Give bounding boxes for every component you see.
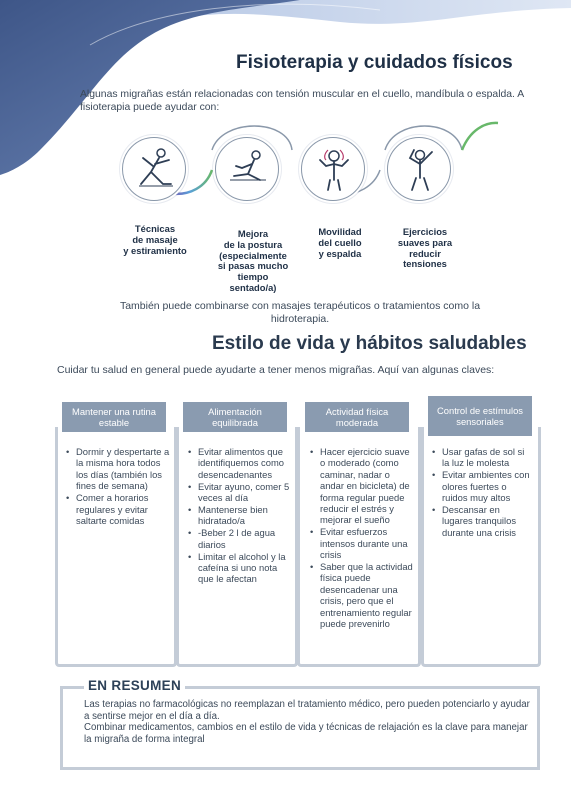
column-header-activity: Actividad física moderada xyxy=(305,402,409,432)
stretch-person-icon xyxy=(133,146,177,194)
list-item: • Mantenerse bien hidratado/a xyxy=(188,504,294,527)
combine-text: También puede combinarse con masajes terapéuticos o tratamientos como la hidroterapia. xyxy=(119,300,481,325)
list-item: • Hacer ejercicio suave o moderado (como caminar, nadar o andar en bicicleta) de forma regular puede reducir el estrés y mejorar el sueño xyxy=(310,446,416,526)
page-title: Fisioterapia y cuidados físicos xyxy=(236,52,513,73)
physio-circle-posture xyxy=(215,137,279,201)
summary-title: EN RESUMEN xyxy=(84,678,185,693)
physio-label-exercise: Ejercicios suaves para reducir tensiones xyxy=(397,226,453,270)
list-item: • Descansar en lugares tranquilos durante una crisis xyxy=(432,504,532,538)
list-item: • Saber que la actividad física puede desencadenar una crisis, pero que el entrenamiento regular puede prevenirlo xyxy=(310,561,416,629)
summary-text xyxy=(84,699,534,745)
intro-text: Algunas migrañas están relacionadas con tensión muscular en el cuello, mandíbula o espalda. A fisioterapia puede ayudar con: xyxy=(80,89,524,113)
list-item: • -Beber 2 l de agua diarios xyxy=(188,527,294,550)
list-item: • Evitar ambientes con olores fuertes o ruidos muy altos xyxy=(432,469,532,503)
physio-label-posture: Mejora de la postura (especialmente si pasas mucho tiempo sentado/a) xyxy=(217,228,289,293)
physio-circle-neck xyxy=(301,137,365,201)
list-item: • Limitar el alcohol y la cafeína si uno nota que le afectan xyxy=(188,551,294,585)
neck-mobility-icon xyxy=(312,146,356,194)
column-header-sensory: Control de estímulos sensoriales xyxy=(428,396,532,436)
physio-label-neck: Movilidad del cuello y espalda xyxy=(318,226,362,259)
lifestyle-lead: Cuidar tu salud en general puede ayudarte a tener menos migrañas. Aquí van algunas claves: xyxy=(57,364,495,376)
physio-icons-row xyxy=(0,125,571,225)
list-item: • Comer a horarios regulares y evitar saltarte comidas xyxy=(66,492,172,526)
column-header-nutrition: Alimentación equilibrada xyxy=(183,402,287,432)
section-title-lifestyle: Estilo de vida y hábitos saludables xyxy=(212,333,527,354)
seated-person-icon xyxy=(226,146,270,194)
summary-line: Las terapias no farmacológicas no reemplazan el tratamiento médico, pero pueden potenciarlo y ayudar a sentirse mejor en el día a día. xyxy=(84,699,530,722)
summary-line: Combinar medicamentos, cambios en el estilo de vida y técnicas de relajación es la clave para manejar la migraña de forma integral xyxy=(84,722,528,745)
physio-circle-exercise xyxy=(387,137,451,201)
column-list-routine xyxy=(66,446,172,527)
list-item: • Evitar ayuno, comer 5 veces al día xyxy=(188,481,294,504)
column-header-routine: Mantener una rutina estable xyxy=(62,402,166,432)
arm-stretch-icon xyxy=(398,146,442,194)
list-item: • Evitar alimentos que identifiquemos como desencadenantes xyxy=(188,446,294,480)
column-list-sensory xyxy=(432,446,532,539)
column-list-nutrition xyxy=(188,446,294,585)
list-item: • Usar gafas de sol si la luz le molesta xyxy=(432,446,532,469)
list-item: • Dormir y despertarte a la misma hora todos los días (también los fines de semana) xyxy=(66,446,172,492)
list-item: • Evitar esfuerzos intensos durante una crisis xyxy=(310,526,416,560)
physio-label-massage: Técnicas de masaje y estiramiento xyxy=(123,223,187,256)
column-list-activity xyxy=(310,446,416,630)
physio-circle-massage xyxy=(122,137,186,201)
